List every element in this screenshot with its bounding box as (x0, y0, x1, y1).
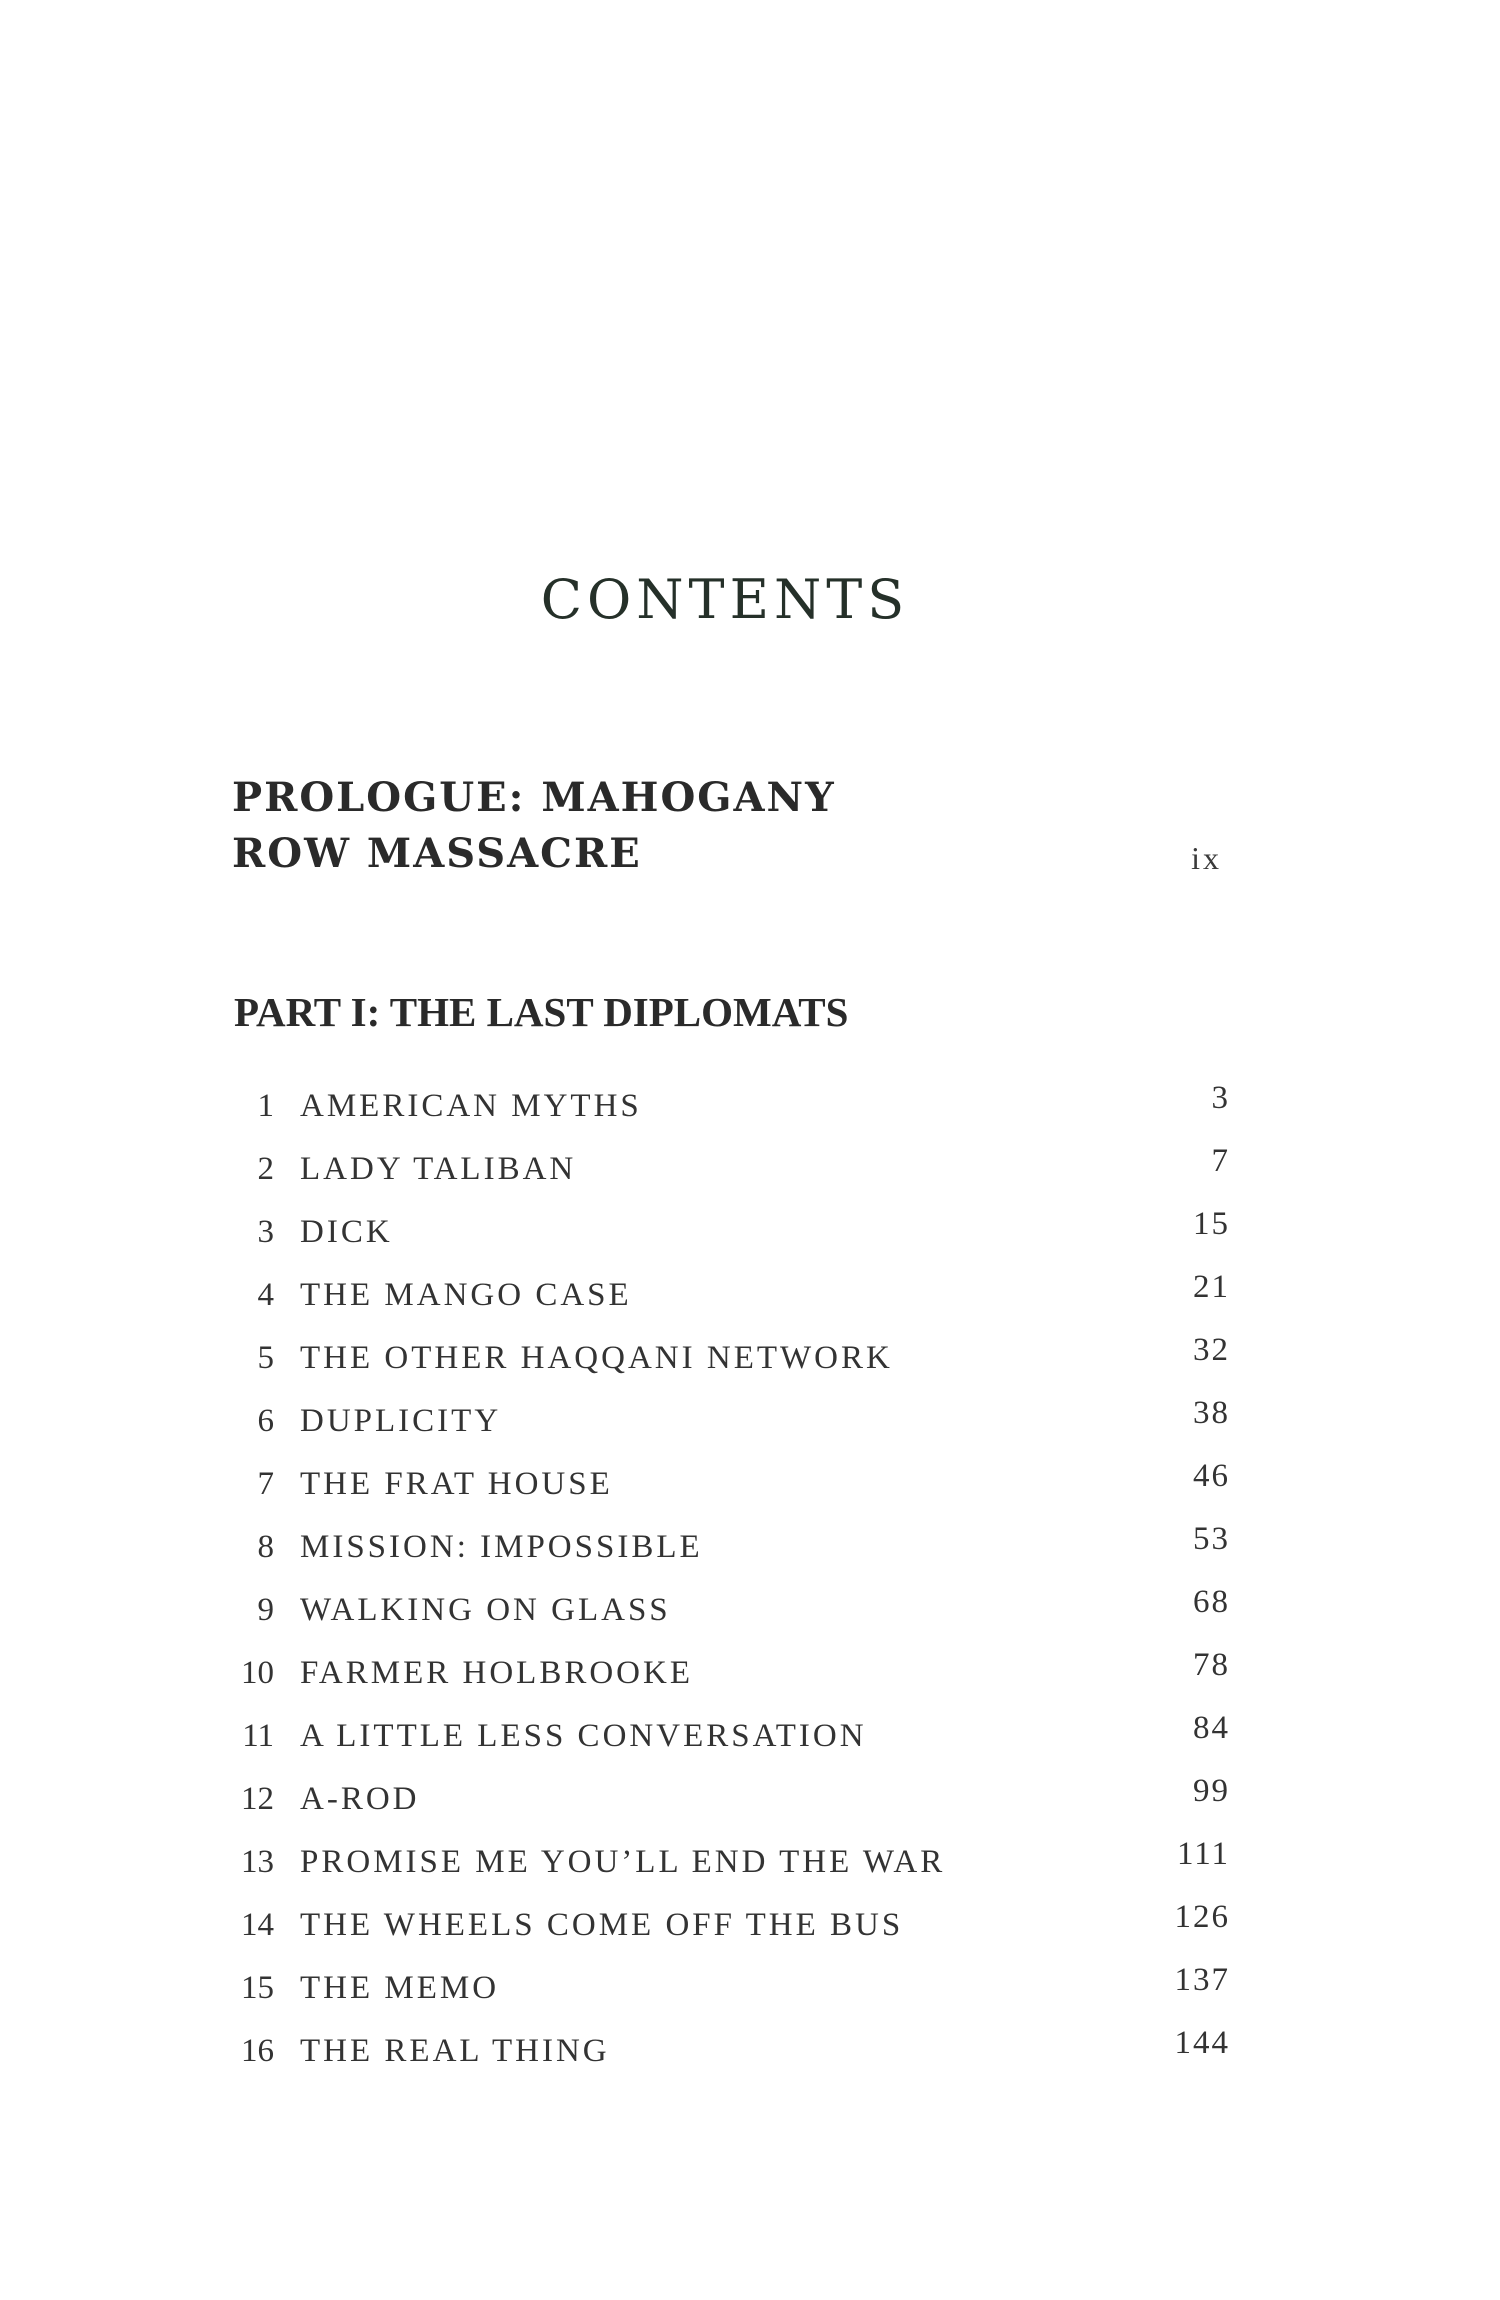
chapter-title: THE FRAT HOUSE (300, 1466, 613, 1502)
chapter-row (230, 1458, 1230, 1521)
chapter-page-number: 32 (1193, 1332, 1230, 1368)
chapter-number: 8 (257, 1529, 274, 1565)
chapter-title: THE WHEELS COME OFF THE BUS (300, 1907, 904, 1943)
chapter-title: MISSION: IMPOSSIBLE (300, 1529, 703, 1565)
chapter-title: A LITTLE LESS CONVERSATION (300, 1718, 867, 1754)
chapter-page-number: 68 (1193, 1584, 1230, 1620)
chapter-title: WALKING ON GLASS (300, 1592, 671, 1628)
chapter-title: THE OTHER HAQQANI NETWORK (300, 1340, 893, 1376)
chapter-row (230, 1773, 1230, 1836)
chapter-title: THE MEMO (300, 1970, 500, 2006)
chapter-number: 16 (241, 2033, 274, 2069)
chapter-row (230, 1332, 1230, 1395)
chapter-number: 9 (257, 1592, 274, 1628)
chapter-title: DICK (300, 1214, 393, 1250)
chapter-row (230, 1080, 1230, 1143)
chapter-row (230, 1710, 1230, 1773)
chapter-number: 2 (257, 1151, 274, 1187)
chapter-page-number: 84 (1193, 1710, 1230, 1746)
chapter-row (230, 1836, 1230, 1899)
chapter-number: 3 (257, 1214, 274, 1250)
prologue-entry (232, 770, 1222, 882)
contents-title: CONTENTS (540, 568, 910, 631)
chapter-row (230, 1647, 1230, 1710)
chapter-number: 12 (241, 1781, 274, 1817)
chapter-number: 15 (241, 1970, 274, 2006)
chapter-title: LADY TALIBAN (300, 1151, 577, 1187)
chapter-row (230, 1395, 1230, 1458)
chapter-number: 10 (241, 1655, 274, 1691)
chapter-page-number: 53 (1193, 1521, 1230, 1557)
prologue-page-number: ix (1191, 840, 1222, 876)
chapter-page-number: 38 (1193, 1395, 1230, 1431)
chapter-page-number: 21 (1193, 1269, 1230, 1305)
chapter-list (230, 1080, 1230, 2088)
chapter-page-number: 111 (1176, 1836, 1230, 1872)
chapter-number: 11 (242, 1718, 274, 1754)
chapter-number: 5 (257, 1340, 274, 1376)
chapter-row (230, 1269, 1230, 1332)
chapter-number: 1 (257, 1088, 274, 1124)
chapter-page-number: 7 (1211, 1143, 1230, 1179)
chapter-number: 13 (241, 1844, 274, 1880)
chapter-page-number: 99 (1193, 1773, 1230, 1809)
chapter-title: PROMISE ME YOU’LL END THE WAR (300, 1844, 946, 1880)
chapter-title: A-ROD (300, 1781, 420, 1817)
chapter-page-number: 144 (1174, 2025, 1230, 2061)
chapter-row (230, 2025, 1230, 2088)
chapter-number: 4 (257, 1277, 274, 1313)
chapter-row (230, 1899, 1230, 1962)
chapter-page-number: 15 (1193, 1206, 1230, 1242)
chapter-row (230, 1206, 1230, 1269)
chapter-page-number: 46 (1193, 1458, 1230, 1494)
chapter-page-number: 3 (1211, 1080, 1230, 1116)
chapter-title: THE REAL THING (300, 2033, 610, 2069)
prologue-title-line-2: ROW MASSACRE (232, 830, 642, 877)
chapter-title: DUPLICITY (300, 1403, 502, 1439)
chapter-number: 6 (257, 1403, 274, 1439)
prologue-title-line-1: PROLOGUE: MAHOGANY (232, 774, 836, 821)
chapter-page-number: 78 (1193, 1647, 1230, 1683)
chapter-number: 7 (257, 1466, 274, 1502)
chapter-row (230, 1521, 1230, 1584)
chapter-page-number: 126 (1174, 1899, 1230, 1935)
part-heading: PART I: THE LAST DIPLOMATS (234, 989, 849, 1035)
chapter-row (230, 1143, 1230, 1206)
chapter-page-number: 137 (1174, 1962, 1230, 1998)
chapter-title: AMERICAN MYTHS (300, 1088, 642, 1124)
chapter-title: THE MANGO CASE (300, 1277, 632, 1313)
chapter-row (230, 1962, 1230, 2025)
chapter-number: 14 (241, 1907, 274, 1943)
chapter-row (230, 1584, 1230, 1647)
chapter-title: FARMER HOLBROOKE (300, 1655, 694, 1691)
